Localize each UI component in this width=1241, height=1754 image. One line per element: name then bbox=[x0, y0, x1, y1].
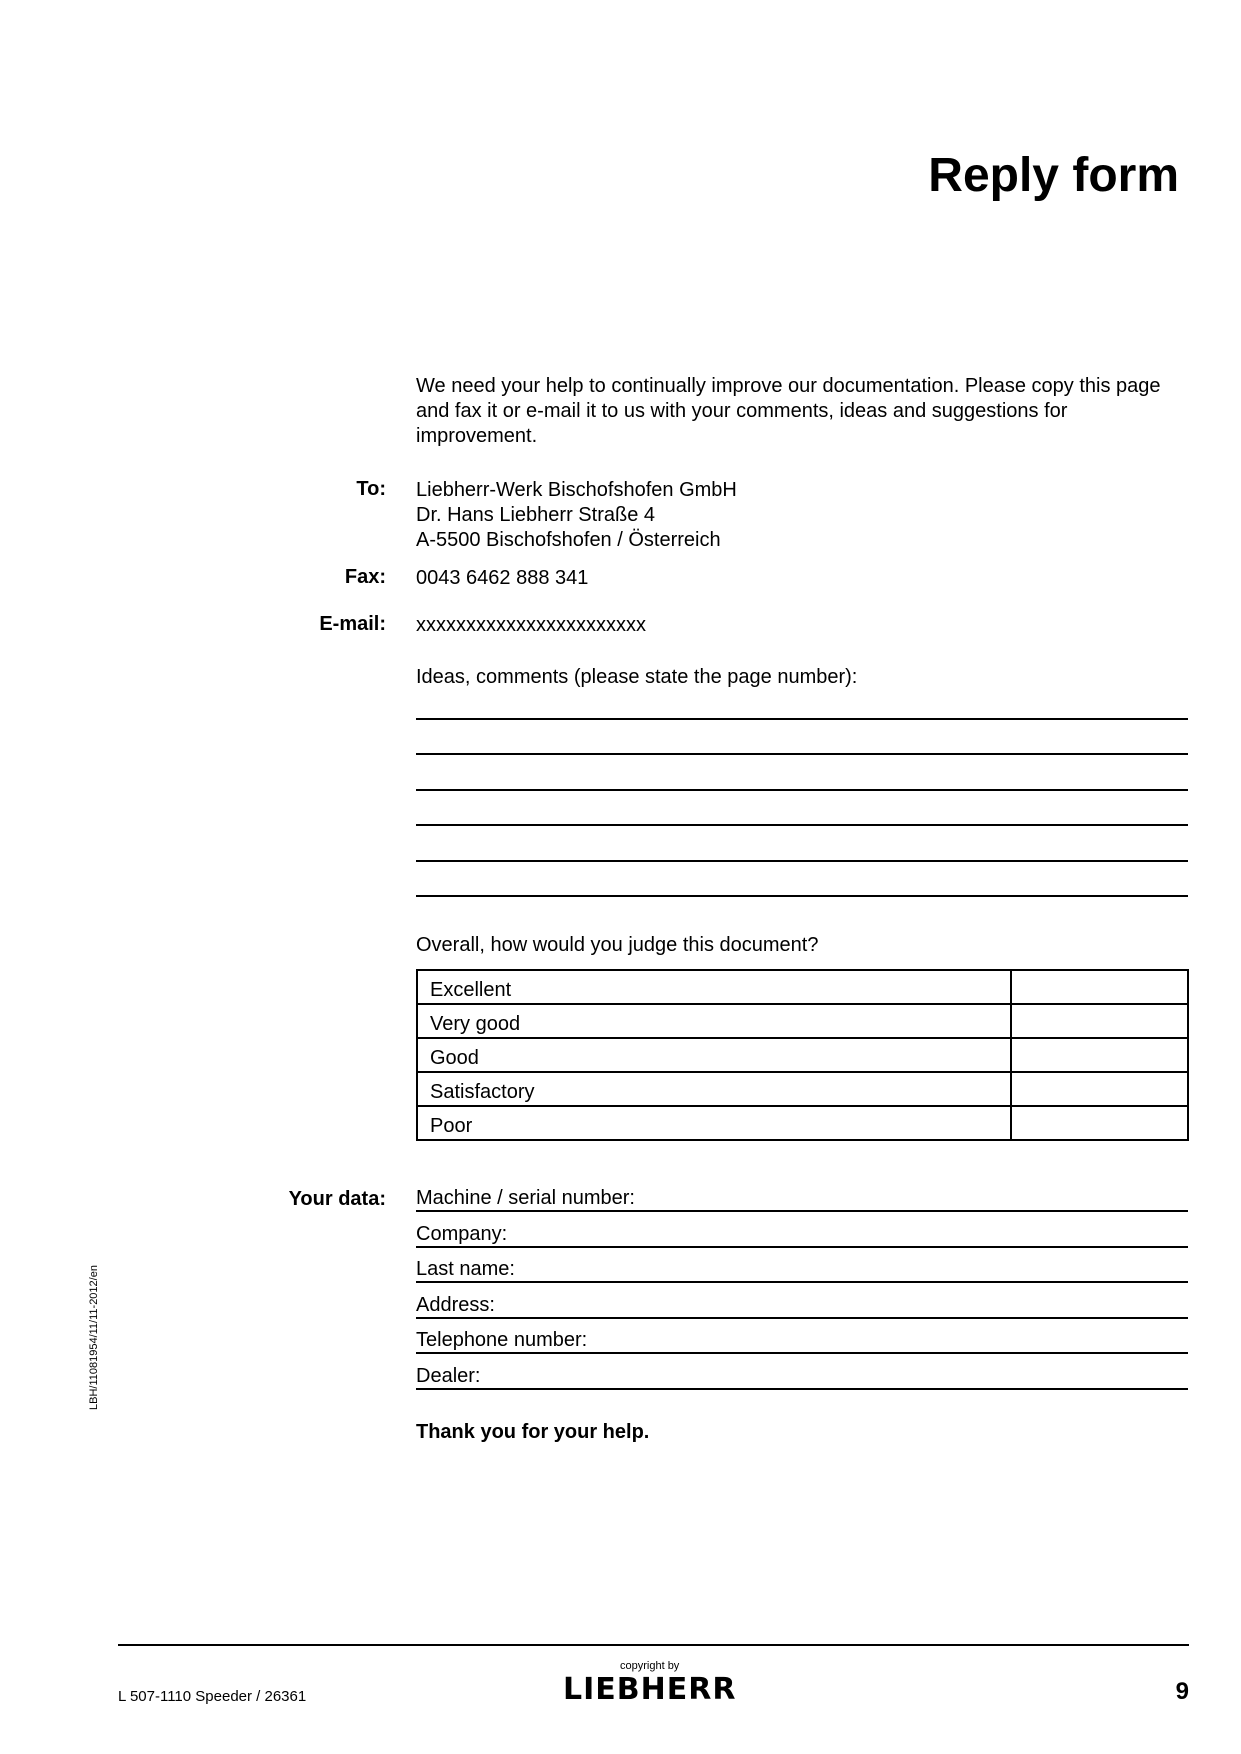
rating-option: Excellent bbox=[417, 970, 1011, 1004]
address-line: Liebherr-Werk Bischofshofen GmbH bbox=[416, 479, 737, 501]
rating-row bbox=[417, 1072, 1188, 1106]
your-data-label: Your data: bbox=[288, 1188, 386, 1210]
rating-checkbox[interactable] bbox=[1011, 1038, 1188, 1072]
page-title: Reply form bbox=[928, 149, 1179, 202]
comment-line[interactable] bbox=[416, 895, 1188, 897]
ideas-heading: Ideas, comments (please state the page number): bbox=[416, 666, 858, 688]
machine-serial-field[interactable]: Machine / serial number: bbox=[416, 1186, 1188, 1212]
intro-text: We need your help to continually improve our documentation. Please copy this page and fax it or e-mail it to us with your comments, ideas and suggestions for improvement. bbox=[416, 375, 1161, 447]
rating-option: Poor bbox=[417, 1106, 1011, 1140]
address-line: A-5500 Bischofshofen / Österreich bbox=[416, 529, 721, 551]
comment-line[interactable] bbox=[416, 718, 1188, 720]
address-line: Dr. Hans Liebherr Straße 4 bbox=[416, 504, 655, 526]
company-field[interactable]: Company: bbox=[416, 1222, 1188, 1248]
page-number: 9 bbox=[1175, 1678, 1189, 1705]
rating-option: Good bbox=[417, 1038, 1011, 1072]
telephone-field[interactable]: Telephone number: bbox=[416, 1328, 1188, 1354]
rating-checkbox[interactable] bbox=[1011, 1072, 1188, 1106]
email-label: E-mail: bbox=[319, 613, 386, 635]
comment-line[interactable] bbox=[416, 860, 1188, 862]
to-label: To: bbox=[356, 478, 386, 500]
copyright-text: copyright by bbox=[620, 1660, 680, 1672]
thank-you-text: Thank you for your help. bbox=[416, 1421, 650, 1443]
recipient-address bbox=[416, 478, 737, 553]
fax-number: 0043 6462 888 341 bbox=[416, 567, 589, 589]
document-code: LBH/11081954/11/11-2012/en bbox=[88, 1265, 100, 1410]
address-field[interactable]: Address: bbox=[416, 1293, 1188, 1319]
rating-checkbox[interactable] bbox=[1011, 970, 1188, 1004]
rating-row bbox=[417, 1106, 1188, 1140]
fax-label: Fax: bbox=[344, 566, 386, 588]
last-name-field[interactable]: Last name: bbox=[416, 1257, 1188, 1283]
rating-option: Very good bbox=[417, 1004, 1011, 1038]
footer-document-id: L 507-1110 Speeder / 26361 bbox=[118, 1688, 307, 1705]
footer-divider bbox=[118, 1644, 1189, 1646]
rating-table bbox=[416, 969, 1189, 1141]
rating-checkbox[interactable] bbox=[1011, 1106, 1188, 1140]
comment-line[interactable] bbox=[416, 753, 1188, 755]
rating-option: Satisfactory bbox=[417, 1072, 1011, 1106]
comment-line[interactable] bbox=[416, 789, 1188, 791]
dealer-field[interactable]: Dealer: bbox=[416, 1364, 1188, 1390]
rating-row bbox=[417, 1004, 1188, 1038]
liebherr-logo: LIEBHERR bbox=[563, 1672, 737, 1707]
comment-line[interactable] bbox=[416, 824, 1188, 826]
rating-question: Overall, how would you judge this document? bbox=[416, 934, 819, 956]
rating-row bbox=[417, 1038, 1188, 1072]
rating-row bbox=[417, 970, 1188, 1004]
rating-checkbox[interactable] bbox=[1011, 1004, 1188, 1038]
email-address[interactable]: xxxxxxxxxxxxxxxxxxxxxxx bbox=[416, 614, 646, 636]
